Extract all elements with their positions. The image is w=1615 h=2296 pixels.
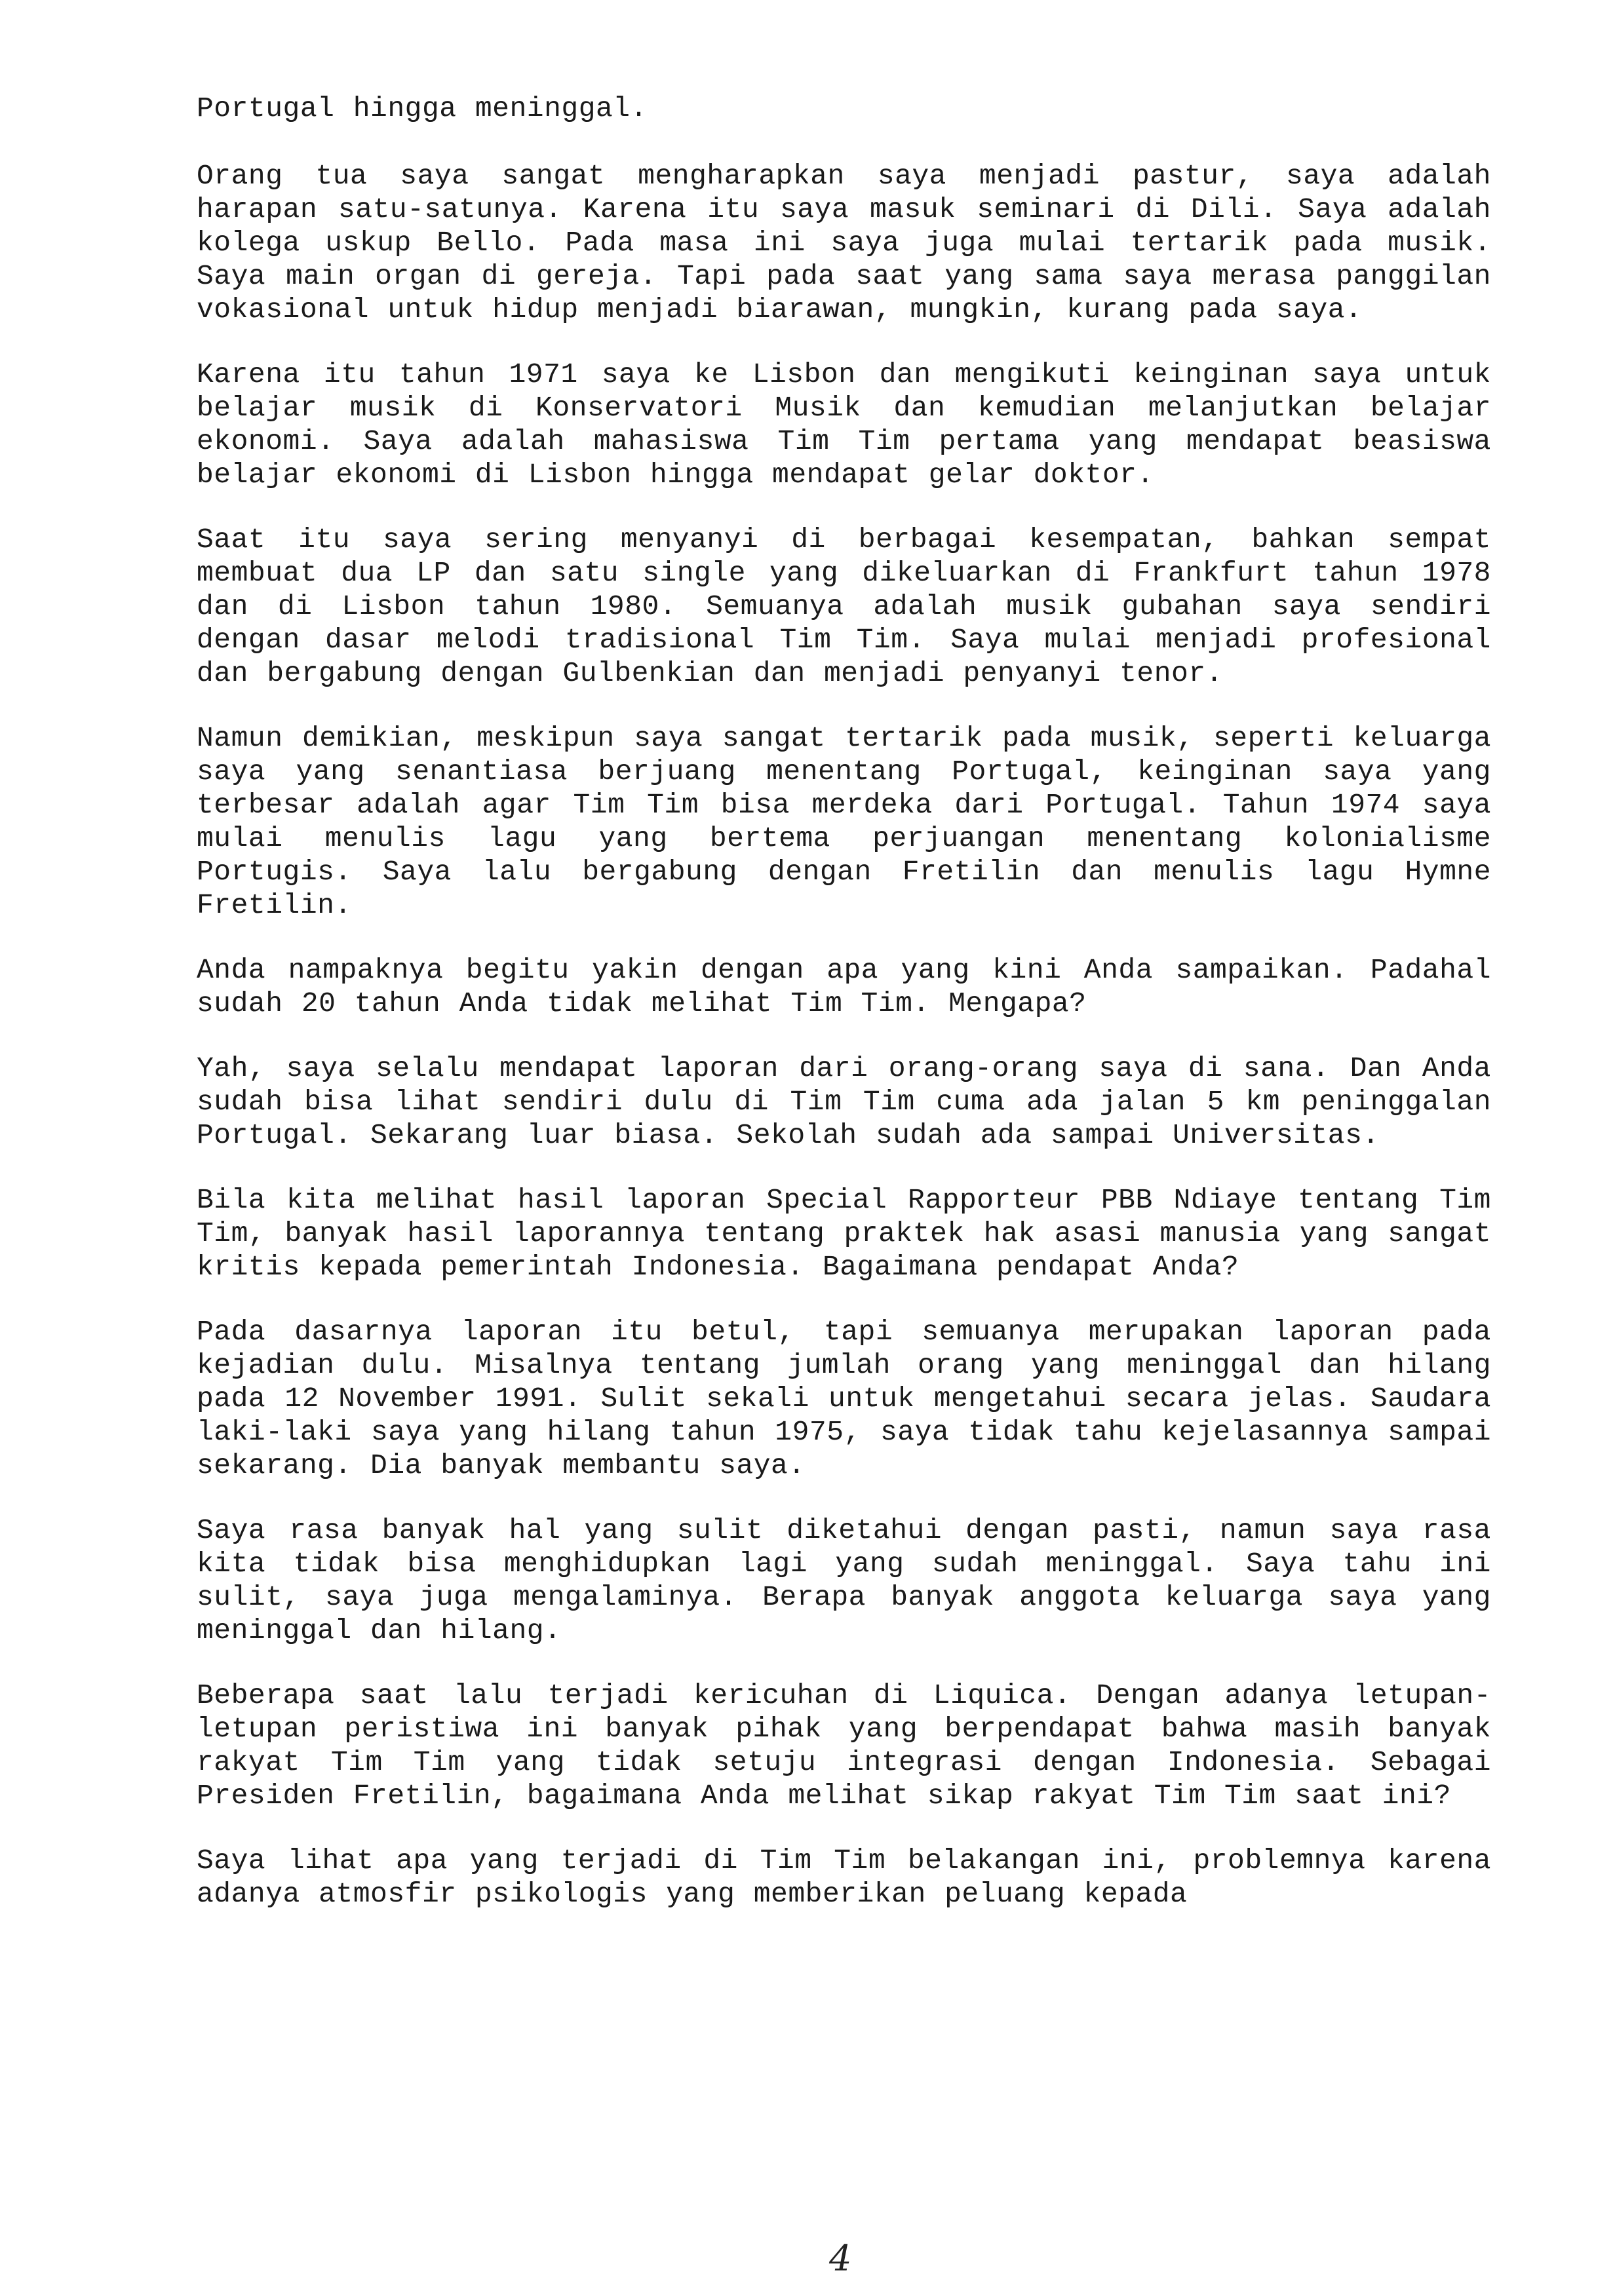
paragraph: Portugal hingga meninggal. — [197, 92, 648, 124]
document-page — [197, 92, 1491, 1942]
paragraph: Karena itu tahun 1971 saya ke Lisbon dan mengikuti keinginan saya untuk belajar musik di Konservatori Musik dan kemudian melanjutkan belajar ekonomi. Saya adalah mahasiswa Tim Tim pertama yang mendapat beasiswa belajar ekonomi di Lisbon hingga mendapat gelar doktor. — [197, 358, 1491, 491]
paragraph: Saya lihat apa yang terjadi di Tim Tim belakangan ini, problemnya karena adanya atmosfir psikologis yang memberikan peluang kepada — [197, 1845, 1491, 1910]
paragraph: Saat itu saya sering menyanyi di berbagai kesempatan, bahkan sempat membuat dua LP dan satu single yang dikeluarkan di Frankfurt tahun 1978 dan di Lisbon tahun 1980. Semuanya adalah musik gubahan saya sendiri dengan dasar melodi tradisional Tim Tim. Saya mulai menjadi profesional dan bergabung dengan Gulbenkian dan menjadi penyanyi tenor. — [197, 524, 1491, 689]
question-paragraph: Bila kita melihat hasil laporan Special Rapporteur PBB Ndiaye tentang Tim Tim, banyak hasil laporannya tentang praktek hak asasi manusia yang sangat kritis kepada pemerintah Indonesia. Bagaimana pendapat Anda? — [197, 1184, 1491, 1283]
question-paragraph: Anda nampaknya begitu yakin dengan apa yang kini Anda sampaikan. Padahal sudah 20 tahun Anda tidak melihat Tim Tim. Mengapa? — [197, 954, 1491, 1020]
paragraph: Yah, saya selalu mendapat laporan dari orang-orang saya di sana. Dan Anda sudah bisa lihat sendiri dulu di Tim Tim cuma ada jalan 5 km peninggalan Portugal. Sekarang luar biasa. Sekolah sudah ada sampai Universitas. — [197, 1052, 1491, 1151]
paragraph: Orang tua saya sangat mengharapkan saya menjadi pastur, saya adalah harapan satu-satunya. Karena itu saya masuk seminari di Dili. Saya adalah kolega uskup Bello. Pada masa ini saya juga mulai tertarik pada musik. Saya main organ di gereja. Tapi pada saat yang sama saya merasa panggilan vokasional untuk hidup menjadi biarawan, mungkin, kurang pada saya. — [197, 160, 1491, 326]
paragraph: Pada dasarnya laporan itu betul, tapi semuanya merupakan laporan pada kejadian dulu. Misalnya tentang jumlah orang yang meninggal dan hilang pada 12 November 1991. Sulit sekali untuk mengetahui secara jelas. Saudara laki-laki saya yang hilang tahun 1975, saya tidak tahu kejelasannya sampai sekarang. Dia banyak membantu saya. — [197, 1316, 1491, 1482]
paragraph: Saya rasa banyak hal yang sulit diketahui dengan pasti, namun saya rasa kita tidak bisa menghidupkan lagi yang sudah meninggal. Saya tahu ini sulit, saya juga mengalaminya. Berapa banyak anggota keluarga saya yang meninggal dan hilang. — [197, 1514, 1491, 1647]
question-paragraph: Beberapa saat lalu terjadi kericuhan di Liquica. Dengan adanya letupan-letupan peristiwa ini banyak pihak yang berpendapat bahwa masih banyak rakyat Tim Tim yang tidak setuju integrasi dengan Indonesia. Sebagai Presiden Fretilin, bagaimana Anda melihat sikap rakyat Tim Tim saat ini? — [197, 1679, 1491, 1812]
page-number: 4 — [829, 2238, 852, 2279]
paragraph: Namun demikian, meskipun saya sangat tertarik pada musik, seperti keluarga saya yang senantiasa berjuang menentang Portugal, keinginan saya yang terbesar adalah agar Tim Tim bisa merdeka dari Portugal. Tahun 1974 saya mulai menulis lagu yang bertema perjuangan menentang kolonialisme Portugis. Saya lalu bergabung dengan Fretilin dan menulis lagu Hymne Fretilin. — [197, 722, 1491, 921]
